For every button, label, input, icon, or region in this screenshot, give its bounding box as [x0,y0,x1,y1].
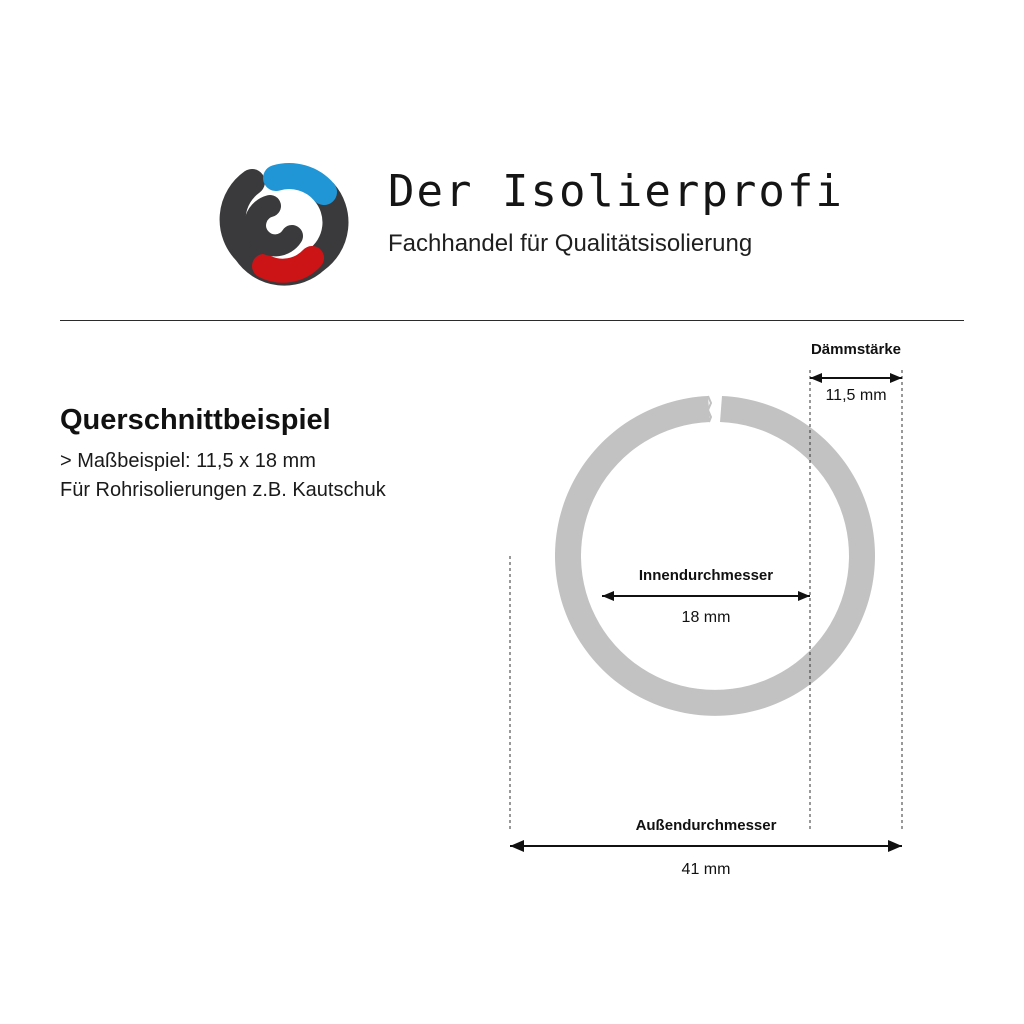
brand-text-block [388,168,908,258]
outer-diameter-value: 41 mm [681,861,731,878]
info-line-measure: > Maßbeispiel: 11,5 x 18 mm [60,450,316,473]
wall-thickness-title: Dämmstärke [810,341,902,358]
wall-thickness-dimension [810,341,902,404]
cross-section-diagram [480,330,950,910]
page-title: Querschnittbeispiel [60,404,331,436]
info-line-usage: Für Rohrisolierungen z.B. Kautschuk [60,479,386,502]
brand-logo-icon [212,148,362,298]
info-block [60,404,480,505]
brand-name: Der Isolierprofi [388,166,844,217]
inner-diameter-title: Innendurchmesser [638,567,774,584]
header-divider [60,320,964,321]
wall-thickness-value: 11,5 mm [825,387,887,404]
inner-diameter-value: 18 mm [681,609,731,626]
outer-diameter-title: Außendurchmesser [635,817,777,834]
insulation-ring-shape [555,396,875,716]
brand-tagline: Fachhandel für Qualitätsisolierung [388,230,753,258]
page-header [0,120,1024,320]
inner-diameter-dimension [602,567,810,626]
outer-diameter-dimension [510,817,902,878]
